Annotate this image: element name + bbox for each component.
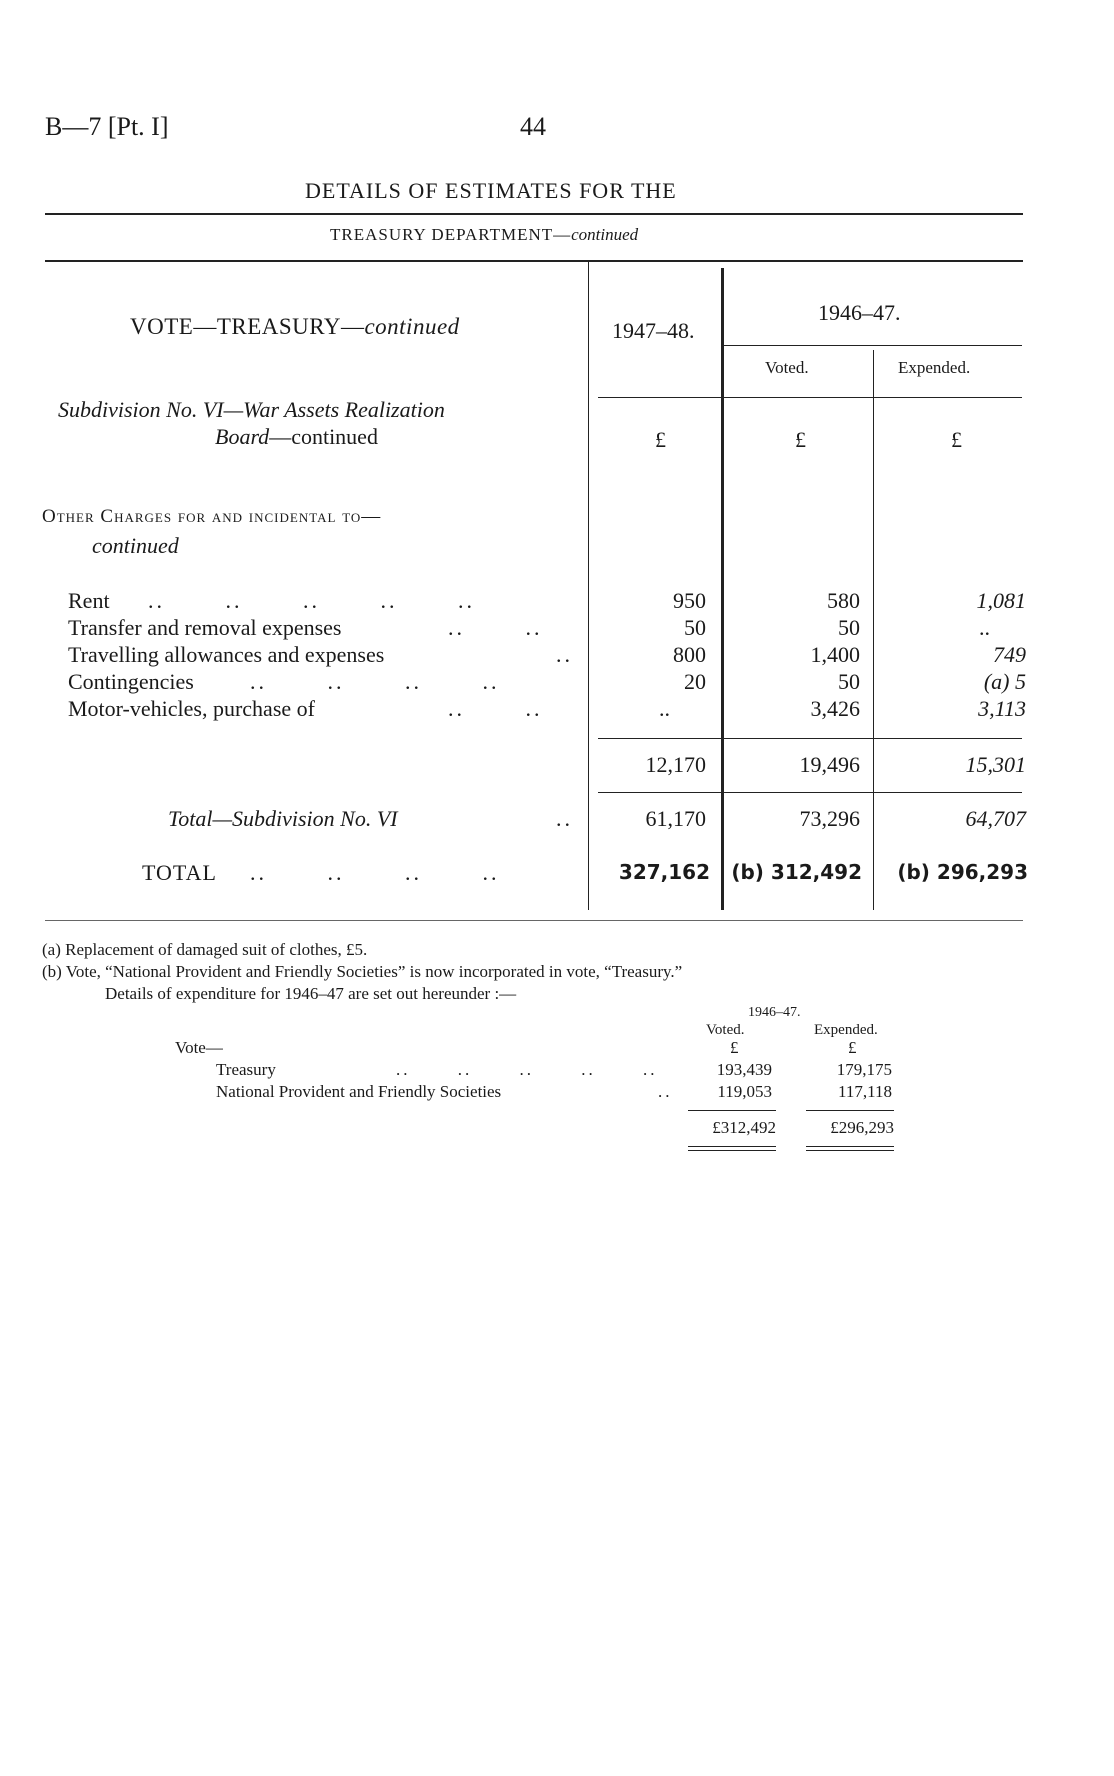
sub-table-vote-label: Vote—	[175, 1038, 223, 1057]
section-heading-continued: continued	[92, 533, 179, 558]
cell-1947: 61,170	[645, 806, 706, 831]
header-rule-1946	[722, 345, 1022, 346]
currency-voted: £	[795, 427, 806, 452]
sub-row-voted: 119,053	[717, 1082, 772, 1101]
sub-row-leaders: ..	[658, 1082, 673, 1101]
cell-voted: (b) 312,492	[731, 860, 862, 884]
vote-title-suffix: continued	[364, 314, 460, 339]
row-leaders: .. .. .. ..	[250, 669, 500, 694]
subdivision-board: Board	[215, 424, 270, 449]
cell-1947: 50	[684, 615, 706, 640]
cell-voted: 19,496	[799, 752, 860, 777]
cell-1947: 800	[673, 642, 706, 667]
footnote-b-line2: Details of expenditure for 1946–47 are set out hereunder :—	[105, 984, 517, 1003]
page-number: 44	[520, 112, 546, 141]
sub-double-rule-voted-1	[688, 1146, 776, 1147]
row-leaders: .. ..	[448, 696, 543, 721]
sub-total-voted: £312,492	[712, 1118, 776, 1137]
col-rule-2	[721, 268, 724, 910]
table-bottom-rule	[45, 920, 1023, 921]
cell-1947: 20	[684, 669, 706, 694]
row-label: Rent	[68, 588, 110, 613]
row-leaders: .. ..	[448, 615, 543, 640]
column-voted-header: Voted.	[765, 358, 809, 377]
footnote-a: (a) Replacement of damaged suit of clothes, £5.	[42, 940, 368, 959]
department-rule	[45, 260, 1023, 262]
department-suffix: continued	[571, 225, 639, 244]
sub-total-expended: £296,293	[830, 1118, 894, 1137]
section-heading: Other Charges for and incidental to—	[42, 506, 382, 527]
sub-table-year: 1946–47.	[748, 1005, 801, 1020]
sub-row-expended: 117,118	[838, 1082, 892, 1101]
row-label: Motor-vehicles, purchase of	[68, 696, 315, 721]
sub-row-leaders: .. .. .. .. ..	[396, 1060, 658, 1079]
sub-double-rule-expended-2	[806, 1150, 894, 1151]
sub-row-expended: 179,175	[836, 1060, 892, 1079]
cell-voted: 1,400	[810, 642, 860, 667]
page-title: DETAILS OF ESTIMATES FOR THE	[305, 178, 677, 203]
title-rule	[45, 213, 1023, 215]
cell-1947: 12,170	[645, 752, 706, 777]
cell-expended: 3,113	[978, 696, 1026, 721]
cell-1947: ..	[659, 696, 670, 721]
column-1947-header: 1947–48.	[612, 318, 695, 343]
cell-1947: 950	[673, 588, 706, 613]
footnote-b: (b) Vote, “National Provident and Friendly Societies” is now incorporated in vote, “Treasury.”	[42, 962, 683, 981]
subdivision-heading-line2	[215, 424, 378, 450]
header-rule-currency	[598, 397, 1022, 398]
row-leaders: ..	[556, 642, 573, 667]
row-label: TOTAL	[142, 860, 217, 885]
sub-table-currency-voted: £	[730, 1038, 739, 1057]
subtotal-rule	[598, 738, 1022, 739]
row-label: Transfer and removal expenses	[68, 615, 342, 640]
cell-expended: 749	[993, 642, 1026, 667]
row-leaders: .. .. .. ..	[250, 860, 500, 885]
subdivision-heading: Subdivision No. VI—War Assets Realization	[58, 397, 445, 422]
sub-table-voted: Voted.	[706, 1022, 745, 1038]
subdivision-suffix: —continued	[269, 424, 378, 449]
cell-expended: 15,301	[965, 752, 1026, 777]
total-sub-rule	[598, 792, 1022, 793]
sub-row-voted: 193,439	[716, 1060, 772, 1079]
row-leaders: .. .. .. .. ..	[148, 588, 475, 613]
sub-row-label: National Provident and Friendly Societies	[216, 1082, 502, 1101]
vote-title	[130, 314, 460, 340]
sub-double-rule-expended-1	[806, 1146, 894, 1147]
sub-total-rule-expended	[806, 1110, 894, 1111]
cell-voted: 3,426	[810, 696, 860, 721]
department-heading	[330, 225, 638, 245]
cell-expended: (b) 296,293	[897, 860, 1028, 884]
currency-expended: £	[951, 427, 962, 452]
cell-expended: 1,081	[976, 588, 1026, 613]
cell-expended: 64,707	[965, 806, 1026, 831]
col-rule-3	[873, 350, 874, 910]
row-label: Total—Subdivision No. VI	[168, 806, 398, 831]
sub-table-expended: Expended.	[814, 1022, 878, 1038]
currency-1947: £	[655, 427, 666, 452]
cell-voted: 50	[838, 669, 860, 694]
cell-voted: 50	[838, 615, 860, 640]
col-rule-1	[588, 262, 589, 910]
cell-expended: (a) 5	[983, 669, 1026, 694]
vote-title-text: VOTE—TREASURY—	[130, 314, 365, 339]
sub-total-rule-voted	[688, 1110, 776, 1111]
cell-expended: ..	[979, 615, 990, 640]
cell-voted: 73,296	[799, 806, 860, 831]
column-1946-header: 1946–47.	[818, 300, 901, 325]
sub-row-label: Treasury	[216, 1060, 276, 1079]
sub-table-currency-expended: £	[848, 1038, 857, 1057]
cell-voted: 580	[827, 588, 860, 613]
department-name: TREASURY DEPARTMENT—	[330, 225, 572, 244]
row-label: Contingencies	[68, 669, 194, 694]
row-leaders: ..	[556, 806, 573, 831]
row-label: Travelling allowances and expenses	[68, 642, 385, 667]
sub-double-rule-voted-2	[688, 1150, 776, 1151]
cell-1947: 327,162	[618, 860, 710, 884]
column-expended-header: Expended.	[898, 358, 971, 377]
document-reference: B—7 [Pt. I]	[45, 112, 169, 141]
